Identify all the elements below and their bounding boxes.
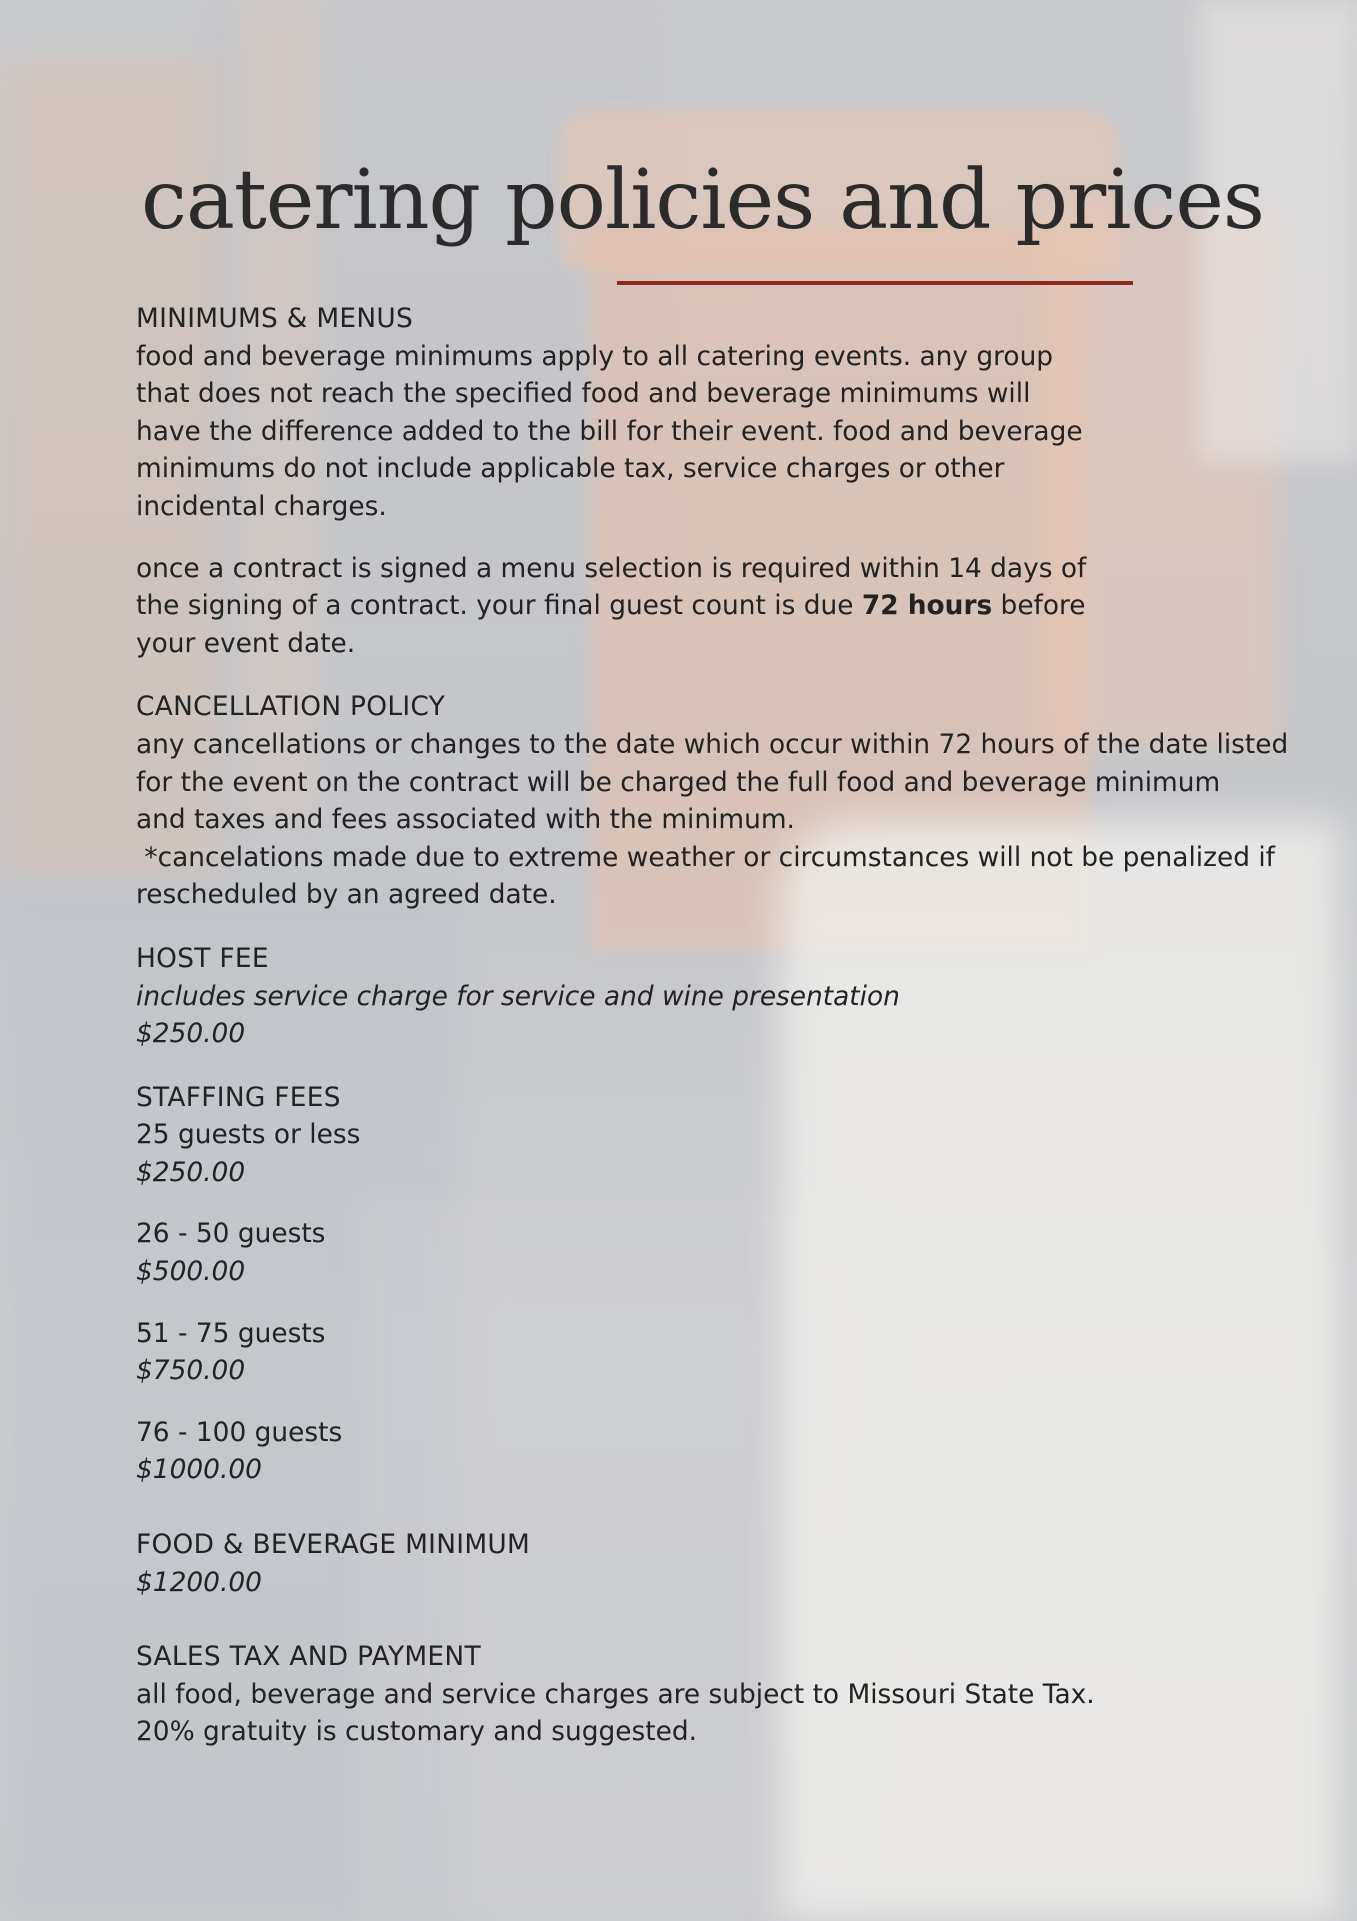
paragraph-line: your event date. (136, 627, 356, 659)
section-minimums-menus (136, 300, 1346, 662)
emphasis-hours: 72 hours (861, 590, 993, 622)
page-title: catering policies and prices (141, 153, 1264, 248)
paragraph-line: minimums do not include applicable tax, service charges or other (136, 453, 1005, 485)
section-staffing-fees (136, 1079, 1346, 1489)
paragraph-line: *cancelations made due to extreme weather or circumstances will not be penalized if (136, 841, 1275, 873)
section-host-fee (136, 940, 1346, 1053)
paragraph-line: food and beverage minimums apply to all catering events. any group (136, 340, 1054, 372)
host-fee-description: includes service charge for service and wine presentation (136, 980, 900, 1012)
paragraph-line: for the event on the contract will be charged the full food and beverage minimum (136, 766, 1221, 798)
title-underline (617, 281, 1133, 285)
staffing-tier (136, 1414, 1346, 1489)
paragraph-line: that does not reach the specified food and beverage minimums will (136, 378, 1031, 410)
staffing-tier (136, 1215, 1346, 1290)
price: $250.00 (136, 1156, 246, 1188)
section-heading: SALES TAX AND PAYMENT (136, 1641, 481, 1673)
section-sales-tax-payment (136, 1638, 1346, 1751)
section-cancellation-policy (136, 688, 1346, 914)
section-heading: CANCELLATION POLICY (136, 691, 446, 723)
staffing-tier (136, 1116, 1346, 1191)
paragraph-line: once a contract is signed a menu selection is required within 14 days of (136, 552, 1087, 584)
section-food-beverage-minimum (136, 1526, 1346, 1601)
tier-label: 51 - 75 guests (136, 1317, 326, 1349)
paragraph-line: incidental charges. (136, 490, 387, 522)
policy-body (136, 300, 1346, 1751)
price: $500.00 (136, 1256, 246, 1288)
price: $1200.00 (136, 1566, 262, 1598)
staffing-tier (136, 1315, 1346, 1390)
paragraph-line: all food, beverage and service charges are subject to Missouri State Tax. (136, 1678, 1095, 1710)
price: $1000.00 (136, 1454, 262, 1486)
price: $750.00 (136, 1355, 246, 1387)
section-heading: FOOD & BEVERAGE MINIMUM (136, 1529, 531, 1561)
paragraph-line: and taxes and fees associated with the minimum. (136, 804, 795, 836)
section-heading: MINIMUMS & MENUS (136, 303, 414, 334)
tier-label: 25 guests or less (136, 1119, 361, 1151)
paragraph-line (136, 587, 1346, 625)
section-heading: HOST FEE (136, 942, 269, 974)
paragraph-line: 20% gratuity is customary and suggested. (136, 1716, 697, 1748)
paragraph-line: any cancellations or changes to the date which occur within 72 hours of the date listed (136, 728, 1289, 760)
price: $250.00 (136, 1018, 246, 1050)
text-run: the signing of a contract. your final guest count is due (136, 590, 862, 622)
paragraph-line: have the difference added to the bill for their event. food and beverage (136, 415, 1083, 447)
tier-label: 26 - 50 guests (136, 1218, 326, 1250)
paragraph-line: rescheduled by an agreed date. (136, 879, 557, 911)
tier-label: 76 - 100 guests (136, 1416, 343, 1448)
section-heading: STAFFING FEES (136, 1081, 341, 1113)
text-run: before (992, 590, 1086, 622)
